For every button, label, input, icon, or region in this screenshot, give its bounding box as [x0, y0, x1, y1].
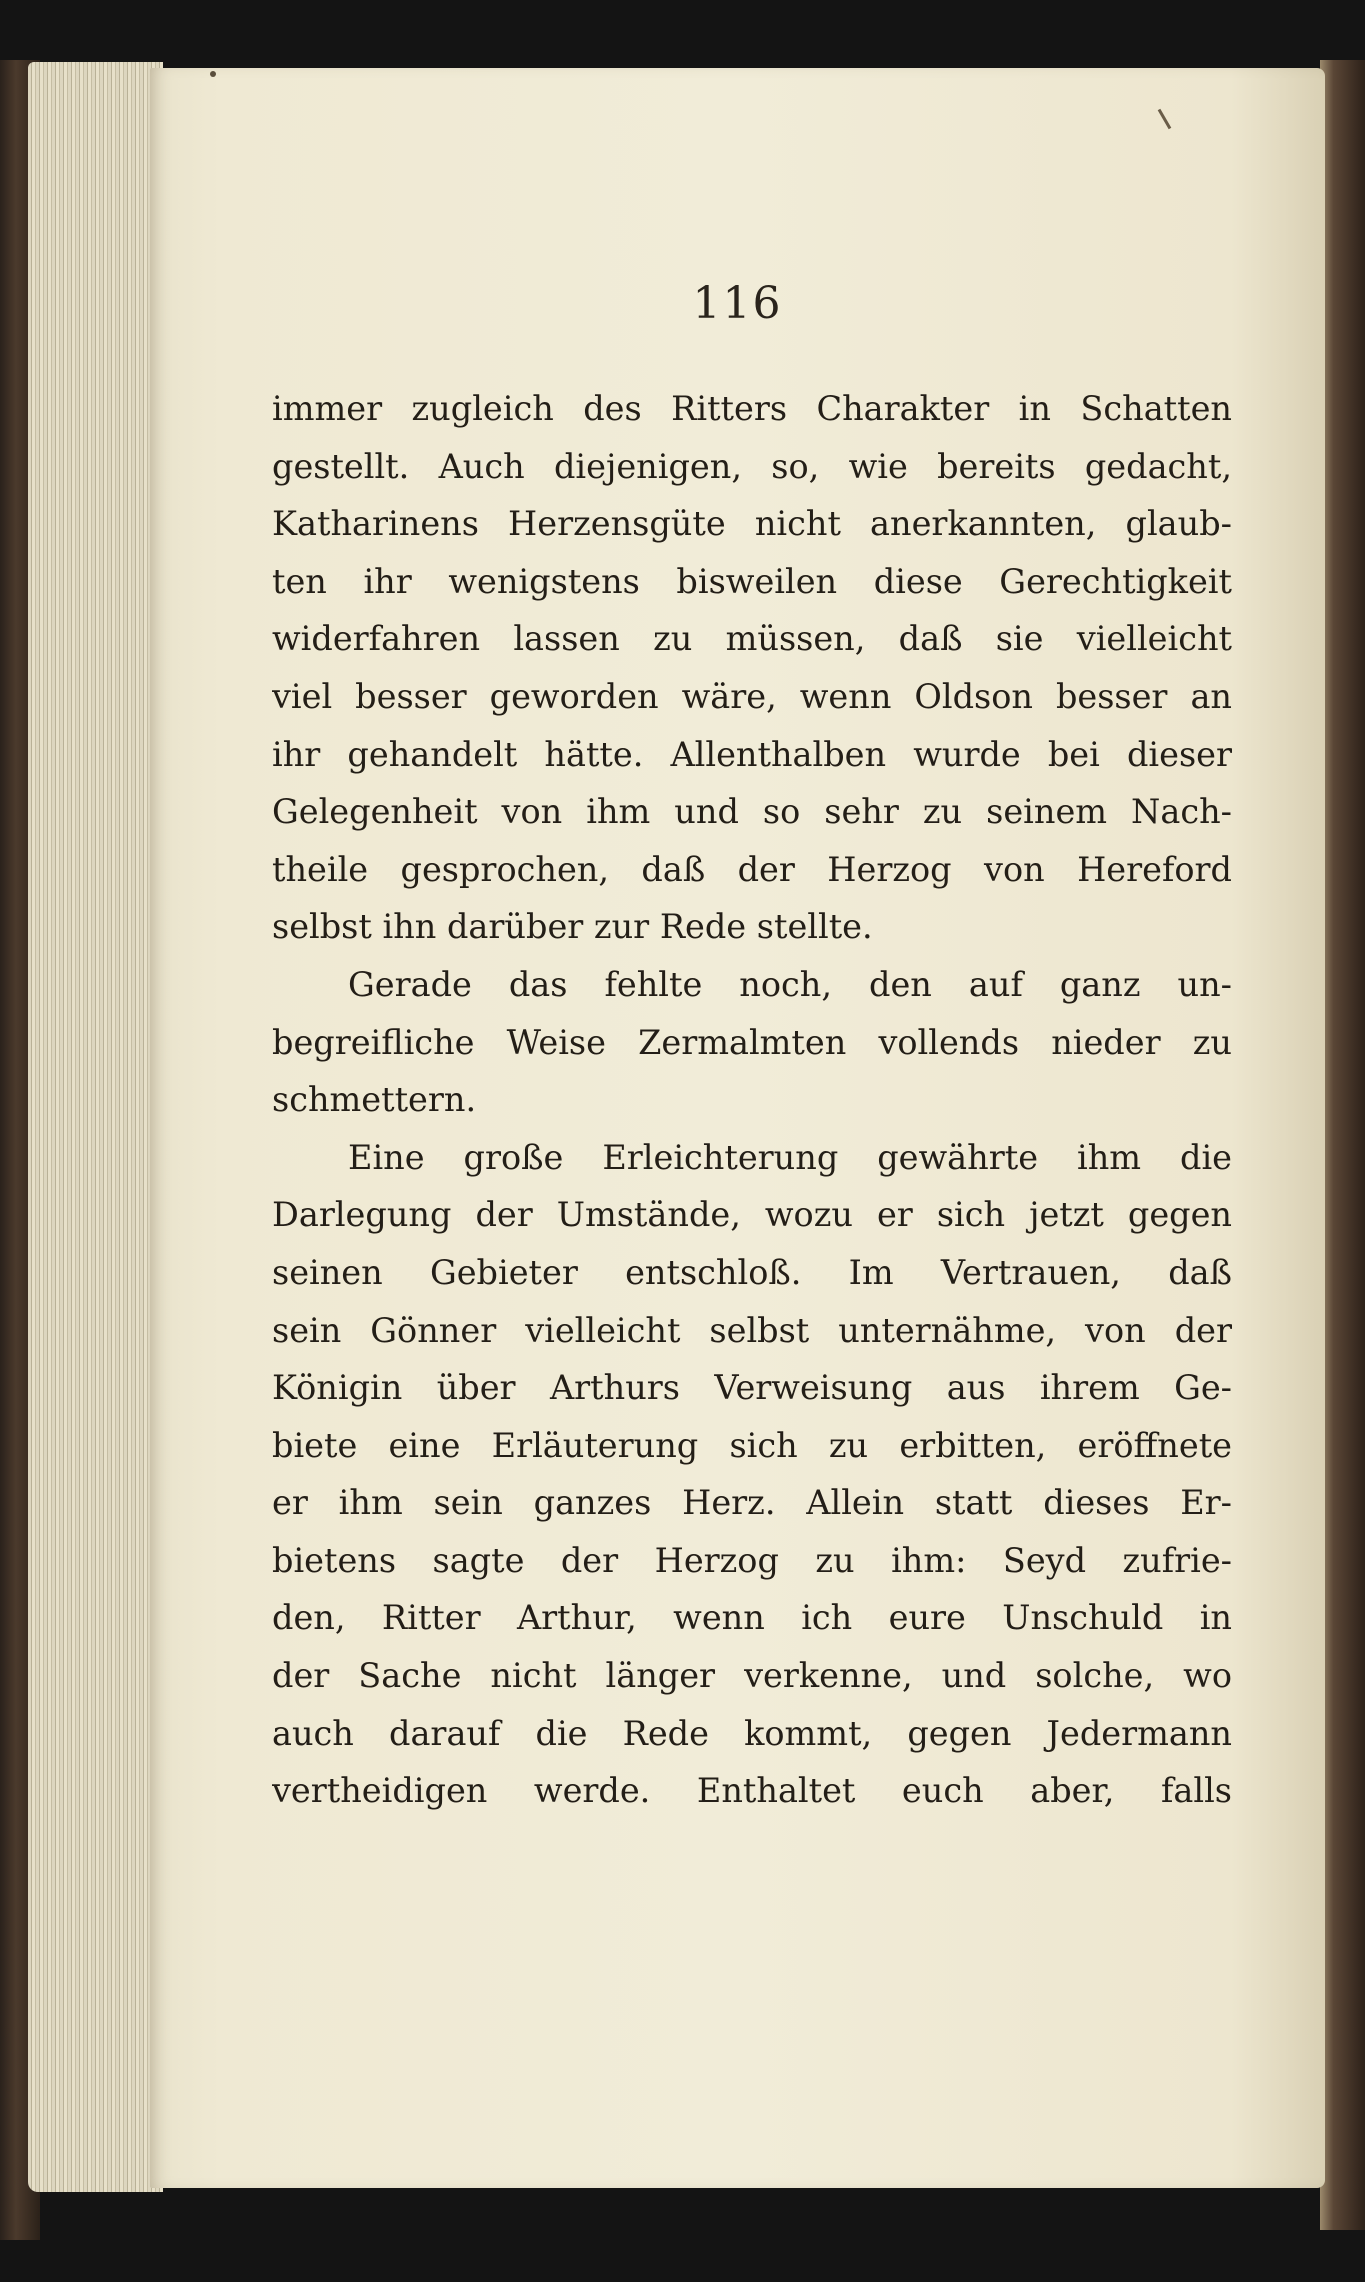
text-line: widerfahren lassen zu müssen, daß sie vielleicht [272, 619, 1232, 659]
text-line: viel besser geworden wäre, wenn Oldson besser an [272, 676, 1232, 716]
page-number: 116 [692, 278, 783, 329]
text-line: er ihm sein ganzes Herz. Allein statt dieses Er- [272, 1483, 1232, 1523]
text-line: Katharinens Herzensgüte nicht anerkannten, glaub- [272, 504, 1232, 544]
text-line: Gelegenheit von ihm und so sehr zu seinem Nach- [272, 792, 1232, 832]
text-line: Gerade das fehlte noch, den auf ganz un- [348, 964, 1232, 1004]
text-line: der Sache nicht länger verkenne, und solche, wo [272, 1656, 1232, 1696]
text-line: auch darauf die Rede kommt, gegen Jedermann [272, 1713, 1232, 1753]
text-line: gestellt. Auch diejenigen, so, wie bereits gedacht, [272, 446, 1232, 486]
text-line: begreifliche Weise Zermalmten vollends nieder zu [272, 1022, 1232, 1062]
text-line: Königin über Arthurs Verweisung aus ihrem Ge- [272, 1368, 1232, 1408]
paper-mark [1158, 109, 1172, 130]
paper-speck [210, 71, 216, 77]
book-cover-right [1320, 60, 1365, 2230]
page-edges [28, 62, 163, 2192]
text-line: biete eine Erläuterung sich zu erbitten, eröffnete [272, 1425, 1232, 1465]
text-line: vertheidigen werde. Enthaltet euch aber, falls [272, 1771, 1232, 1811]
text-line: seinen Gebieter entschloß. Im Vertrauen, daß [272, 1252, 1232, 1292]
text-line: schmettern. [272, 1080, 477, 1120]
body-text [272, 380, 1232, 1820]
text-line: bietens sagte der Herzog zu ihm: Seyd zufrie- [272, 1540, 1232, 1580]
text-line: Darlegung der Umstände, wozu er sich jetzt gegen [272, 1195, 1232, 1235]
text-line: ihr gehandelt hätte. Allenthalben wurde bei dieser [272, 734, 1232, 774]
text-line: Eine große Erleichterung gewährte ihm die [348, 1137, 1232, 1177]
text-line: selbst ihn darüber zur Rede stellte. [272, 907, 873, 947]
text-line: ten ihr wenigstens bisweilen diese Gerechtigkeit [272, 561, 1232, 601]
text-line: theile gesprochen, daß der Herzog von Hereford [272, 849, 1232, 889]
text-line: immer zugleich des Ritters Charakter in Schatten [272, 389, 1232, 428]
text-line: den, Ritter Arthur, wenn ich eure Unschuld in [272, 1598, 1232, 1638]
text-line: sein Gönner vielleicht selbst unternähme, von der [272, 1310, 1232, 1350]
